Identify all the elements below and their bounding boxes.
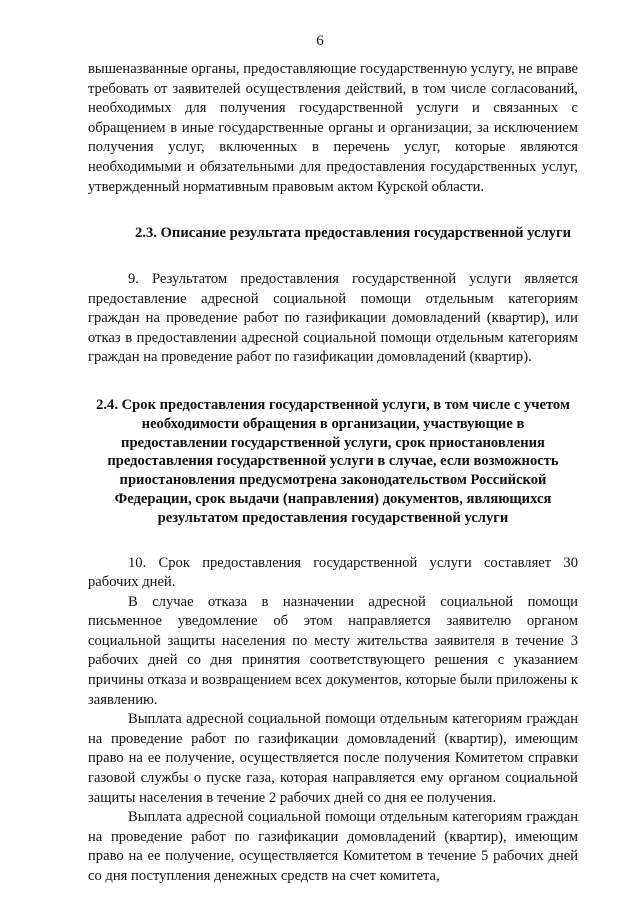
intro-paragraph: вышеназванные органы, предоставляющие государственную услугу, не вправе требовать от заявителей осуществления действий, в том числе согласований, необходимых для получения государственной услуги и связанных с обращением в иные государственные органы и организации, за исключением получения услуг, включенных в перечень услуг, которые являются необходимыми и обязательными для предоставления государственных услуг, утвержденный нормативным правовым актом Курской области. (88, 61, 578, 195)
section-heading-2-4: 2.4. Срок предоставления государственной услуги, в том числе с учетом необходимости обращения в организации, участвующие в предоставлении государственной услуги, срок приостановления предоставления государственной услуги в случае, если возможность приостановления предусмотрена законодательством Российской Федерации, срок выдачи (направления) документов, являющихся результатом предоставления государственной услуги (96, 396, 570, 526)
payment-paragraph-1: Выплата адресной социальной помощи отдельным категориям граждан на проведение работ по газификации домовладений (квартир), имеющим право на ее получение, осуществляется после получения Комитетом справки газовой службы о пуске газа, которая направляется ему органом социальной защиты населения в течение 2 рабочих дней со дня ее получения. (88, 711, 578, 806)
section-heading-2-3: 2.3. Описание результата предоставления государственной услуги (135, 225, 571, 242)
page-number: 6 (316, 33, 324, 49)
paragraph-10: 10. Срок предоставления государственной услуги составляет 30 рабочих дней. (88, 554, 578, 591)
paragraph-9: 9. Результатом предоставления государственной услуги является предоставление адресной социальной помощи отдельным категориям граждан на проведение работ по газификации домовладений (квартир), или отказ в предоставлении адресной социальной помощи отдельным категориям граждан на проведение работ по газификации домовладений (квартир). (88, 270, 578, 366)
refusal-paragraph: В случае отказа в назначении адресной социальной помощи письменное уведомление об этом направляется заявителю органом социальной защиты населения по месту жительства заявителя в течение 3 рабочих дней со дня принятия соответствующего решения с указанием причины отказа и возвращением всех документов, которые были приложены к заявлению. (88, 593, 578, 708)
payment-paragraph-2: Выплата адресной социальной помощи отдельным категориям граждан на проведение работ по газификации домовладений (квартир), имеющим право на ее получение, осуществляется Комитетом в течение 5 рабочих дней со дня поступления денежных средств на счет комитета, (88, 809, 578, 884)
document-body (88, 60, 578, 887)
